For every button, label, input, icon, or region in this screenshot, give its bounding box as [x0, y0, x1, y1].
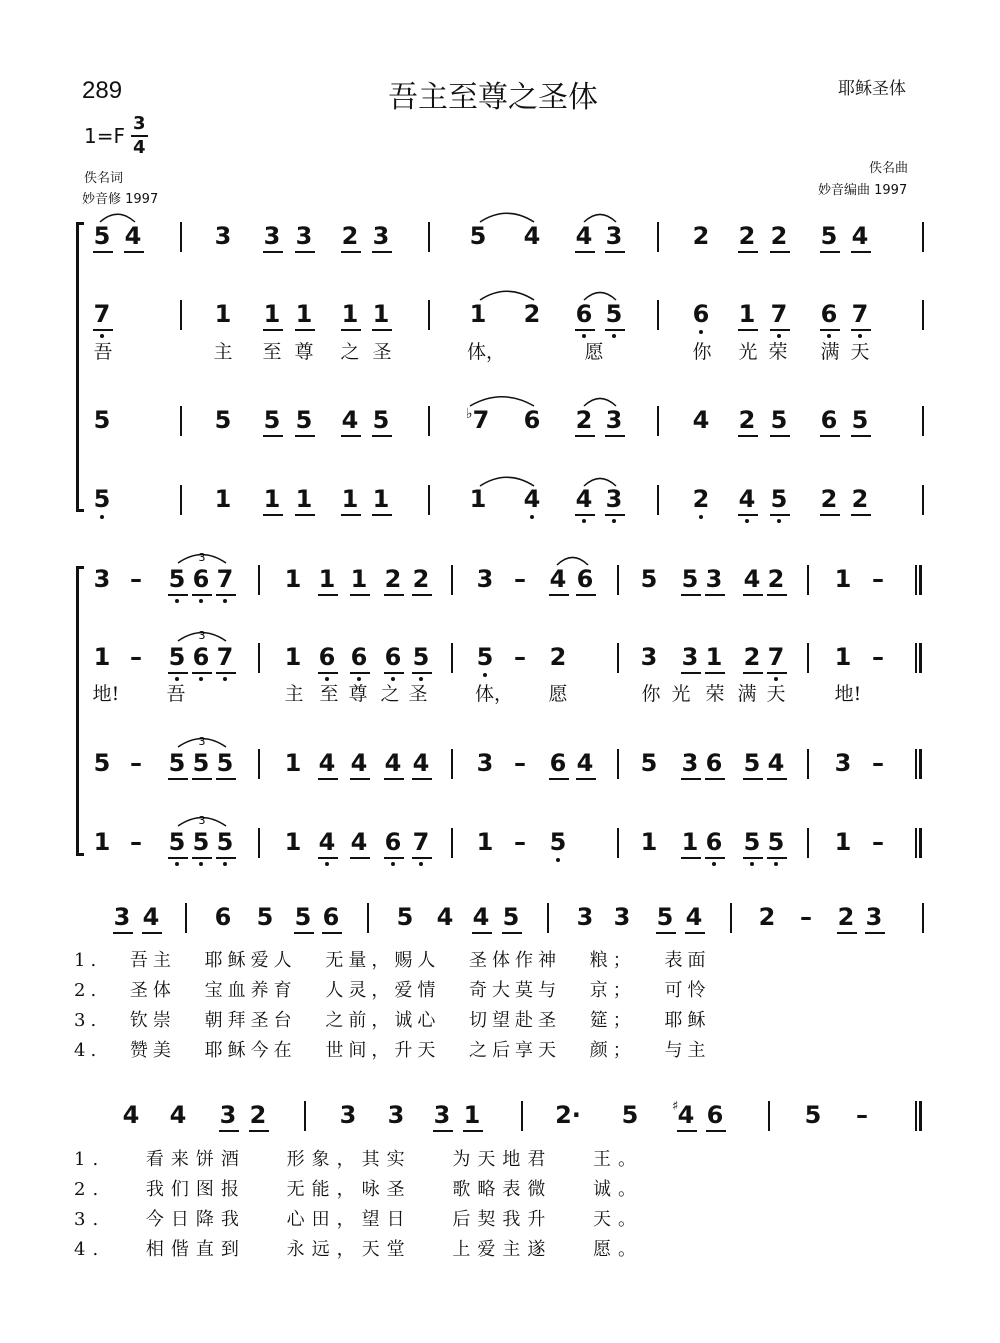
note: 1: [705, 643, 723, 671]
note: 1: [284, 749, 302, 777]
note: 2: [341, 222, 359, 250]
note: 4: [576, 749, 594, 777]
note: 6: [350, 643, 368, 671]
lyric-syllable: 尊: [348, 683, 368, 705]
note: 4: [122, 1101, 140, 1129]
note: 1: [350, 565, 368, 593]
note: 6: [192, 643, 210, 671]
note: 4: [142, 903, 160, 931]
lyricist-credit: 佚名词: [84, 171, 124, 186]
note: –: [856, 1101, 868, 1129]
triplet-mark: 3: [198, 629, 206, 642]
note: 1: [295, 300, 313, 328]
note: 5: [412, 643, 430, 671]
note: 5: [469, 222, 487, 250]
note: 4: [677, 1101, 695, 1129]
note: 3: [605, 406, 623, 434]
note: 5: [168, 828, 186, 856]
lyric-syllable: 圣: [372, 341, 392, 363]
note: 2: [692, 485, 710, 513]
note: 1: [93, 828, 111, 856]
page-title: 吾主至尊之圣体: [388, 80, 598, 115]
note: 5: [168, 749, 186, 777]
note: 5: [743, 828, 761, 856]
note: 6: [384, 643, 402, 671]
lyric-syllable: 满: [737, 683, 757, 705]
note: 6: [692, 300, 710, 328]
note: 2: [767, 565, 785, 593]
note: 4: [575, 222, 593, 250]
note: 4: [743, 565, 761, 593]
note: 2: [384, 565, 402, 593]
note: 5: [372, 406, 390, 434]
note: 4: [523, 485, 541, 513]
lyric-syllable: 至: [319, 683, 339, 705]
note: 2: [549, 643, 567, 671]
note: 4: [350, 749, 368, 777]
note: –: [872, 565, 884, 593]
note: 4: [767, 749, 785, 777]
note: 4: [412, 749, 430, 777]
note: 6: [322, 903, 340, 931]
note: 4: [523, 222, 541, 250]
lyric-syllable: 之: [380, 683, 400, 705]
note: 1: [834, 828, 852, 856]
note: 2: [692, 222, 710, 250]
note: 7: [472, 406, 490, 434]
note: 5: [743, 749, 761, 777]
note: 7: [93, 300, 111, 328]
note: 3: [605, 485, 623, 513]
lyric-syllable: 至: [262, 341, 282, 363]
note: 5: [476, 643, 494, 671]
note: 3: [339, 1101, 357, 1129]
note: 1: [214, 300, 232, 328]
note: 4: [738, 485, 756, 513]
note: 6: [384, 828, 402, 856]
verse-line: 2. 我们图报 无能，咏圣 歌略表微 诚。: [74, 1179, 644, 1200]
note: 5: [294, 903, 312, 931]
note: 1: [284, 643, 302, 671]
note: 4: [436, 903, 454, 931]
flat-sign: ♭: [466, 406, 473, 422]
note: –: [800, 903, 812, 931]
note: –: [514, 749, 526, 777]
note: 1: [263, 300, 281, 328]
note: 1: [93, 643, 111, 671]
slur: [584, 398, 616, 406]
note: 4: [350, 828, 368, 856]
note: 5: [804, 1101, 822, 1129]
note: 1: [284, 828, 302, 856]
note: 4: [318, 828, 336, 856]
lyric-syllable: 愿: [548, 683, 568, 705]
note: 3: [705, 565, 723, 593]
lyric-syllable: 荣: [768, 341, 788, 363]
triplet-mark: 3: [198, 814, 206, 827]
note: 6: [706, 1101, 724, 1129]
triplet-mark: 3: [198, 735, 206, 748]
category-label: 耶稣圣体: [838, 79, 906, 99]
note: 2: [738, 222, 756, 250]
note: 4: [124, 222, 142, 250]
note: 1: [372, 485, 390, 513]
note: 6: [214, 903, 232, 931]
note: 1: [372, 300, 390, 328]
note: 4: [169, 1101, 187, 1129]
note: 2: [523, 300, 541, 328]
lyric-syllable: 吾: [93, 341, 113, 363]
time-signature-bottom: 4: [133, 137, 146, 158]
note: 5: [770, 485, 788, 513]
note: 1: [738, 300, 756, 328]
verse-line: 4. 赞美 耶稣今在 世间，升天 之后享天 颜； 与主: [74, 1040, 711, 1061]
lyric-revision-credit: 妙音修 1997: [82, 192, 159, 207]
note: 7: [412, 828, 430, 856]
note: 4: [575, 485, 593, 513]
note: 1: [341, 300, 359, 328]
note: 6: [820, 300, 838, 328]
note: 6: [523, 406, 541, 434]
note: –: [872, 643, 884, 671]
note: 2: [738, 406, 756, 434]
verse-line: 1. 吾主 耶稣爱人 无量，赐人 圣体作神 粮； 表面: [74, 950, 711, 971]
verse-line: 2. 圣体 宝血养育 人灵，爱情 奇大莫与 京； 可怜: [74, 980, 711, 1001]
note: 6: [318, 643, 336, 671]
verse-line: 3. 钦崇 朝拜圣台 之前，诚心 切望赴圣 筵； 耶稣: [74, 1010, 711, 1031]
note: 7: [851, 300, 869, 328]
note: 2·: [555, 1101, 581, 1129]
note: –: [514, 828, 526, 856]
time-signature-top: 3: [133, 113, 146, 134]
slur: [480, 213, 534, 222]
note: 1: [263, 485, 281, 513]
composer-credit: 佚名曲: [869, 161, 909, 176]
note: 5: [820, 222, 838, 250]
note: 4: [851, 222, 869, 250]
note: 4: [472, 903, 490, 931]
note: 7: [767, 643, 785, 671]
note: 3: [113, 903, 131, 931]
lyric-syllable: 体，: [466, 341, 506, 363]
note: 3: [613, 903, 631, 931]
note: 3: [605, 222, 623, 250]
note: 1: [681, 828, 699, 856]
note: 5: [168, 565, 186, 593]
note: 7: [216, 643, 234, 671]
note: 1: [463, 1101, 481, 1129]
lyric-syllable: 之: [340, 341, 360, 363]
note: 1: [295, 485, 313, 513]
lyric-syllable: 你: [692, 341, 712, 363]
lyric-syllable: 主: [213, 341, 233, 363]
slur: [100, 214, 135, 222]
note: 5: [93, 222, 111, 250]
note: 5: [656, 903, 674, 931]
note: 2: [412, 565, 430, 593]
note: 5: [681, 565, 699, 593]
note: 5: [168, 643, 186, 671]
note: 2: [743, 643, 761, 671]
slur: [470, 397, 534, 406]
note: 2: [758, 903, 776, 931]
lyric-syllable: 主: [284, 683, 304, 705]
note: 2: [837, 903, 855, 931]
note: 6: [705, 749, 723, 777]
note: –: [872, 828, 884, 856]
note: 5: [621, 1101, 639, 1129]
note: 2: [851, 485, 869, 513]
note: 5: [214, 406, 232, 434]
verse-line: 4. 相偕直到 永远，天堂 上爱主遂 愿。: [74, 1239, 644, 1260]
hymn-number: 289: [82, 77, 123, 104]
note: 4: [692, 406, 710, 434]
note: 3: [219, 1101, 237, 1129]
note: 4: [318, 749, 336, 777]
note: 7: [216, 565, 234, 593]
note: 4: [341, 406, 359, 434]
note: –: [514, 643, 526, 671]
note: 6: [820, 406, 838, 434]
note: 1: [469, 300, 487, 328]
note: 2: [770, 222, 788, 250]
note: 2: [575, 406, 593, 434]
note: 1: [476, 828, 494, 856]
note: 1: [284, 565, 302, 593]
lyric-syllable: 体，: [474, 683, 514, 705]
lyric-syllable: 吾: [166, 683, 186, 705]
note: 7: [770, 300, 788, 328]
note: 4: [549, 565, 567, 593]
note: 5: [192, 749, 210, 777]
note: 5: [605, 300, 623, 328]
note: 3: [214, 222, 232, 250]
note: –: [514, 565, 526, 593]
note: 6: [549, 749, 567, 777]
note: 3: [93, 565, 111, 593]
note: 1: [834, 643, 852, 671]
note: –: [130, 749, 142, 777]
lyric-syllable: 荣: [705, 683, 725, 705]
triplet-mark: 3: [198, 551, 206, 564]
note: 5: [256, 903, 274, 931]
note: 2: [820, 485, 838, 513]
note: 3: [295, 222, 313, 250]
note: 5: [263, 406, 281, 434]
note: 6: [705, 828, 723, 856]
sharp-sign: ♯: [672, 1099, 679, 1114]
slur: [480, 477, 534, 486]
note: –: [130, 565, 142, 593]
lyric-syllable: 天: [850, 341, 870, 363]
note: 1: [834, 565, 852, 593]
verse-line: 1. 看来饼酒 形象，其实 为天地君 王。: [74, 1149, 644, 1170]
lyric-syllable: 你: [641, 683, 661, 705]
note: 5: [767, 828, 785, 856]
note: 5: [216, 749, 234, 777]
note: 5: [93, 749, 111, 777]
lyric-syllable: 圣: [408, 683, 428, 705]
note: 3: [263, 222, 281, 250]
key-signature: 1=F: [84, 124, 125, 148]
note: 6: [575, 300, 593, 328]
lyric-syllable: 天: [766, 683, 786, 705]
lyric-syllable: 尊: [294, 341, 314, 363]
note: 2: [249, 1101, 267, 1129]
note: 5: [93, 406, 111, 434]
note: 5: [640, 565, 658, 593]
note: 5: [295, 406, 313, 434]
note: 1: [341, 485, 359, 513]
note: 3: [681, 643, 699, 671]
lyric-syllable: 地!: [92, 683, 120, 705]
note: 3: [372, 222, 390, 250]
note: 5: [640, 749, 658, 777]
arrangement-credit: 妙音编曲 1997: [818, 183, 908, 198]
lyric-syllable: 光: [671, 683, 691, 705]
note: 5: [396, 903, 414, 931]
note: 5: [770, 406, 788, 434]
note: 3: [387, 1101, 405, 1129]
lyric-syllable: 愿: [584, 341, 604, 363]
note: 5: [851, 406, 869, 434]
note: 5: [502, 903, 520, 931]
verse-line: 3. 今日降我 心田，望日 后契我升 天。: [74, 1209, 644, 1230]
slur: [584, 478, 616, 486]
note: 3: [834, 749, 852, 777]
note: 1: [469, 485, 487, 513]
note: 3: [681, 749, 699, 777]
note: 3: [640, 643, 658, 671]
slur: [557, 557, 588, 565]
note: 1: [640, 828, 658, 856]
note: 5: [192, 828, 210, 856]
slur: [584, 292, 616, 300]
note: 5: [549, 828, 567, 856]
note: –: [130, 643, 142, 671]
note: –: [872, 749, 884, 777]
note: 4: [384, 749, 402, 777]
note: 3: [476, 565, 494, 593]
lyric-syllable: 光: [738, 341, 758, 363]
note: 3: [576, 903, 594, 931]
note: 3: [865, 903, 883, 931]
slur: [480, 291, 534, 300]
note: 6: [576, 565, 594, 593]
lyric-syllable: 地!: [834, 683, 862, 705]
slur: [584, 214, 616, 222]
note: –: [130, 828, 142, 856]
note: 5: [93, 485, 111, 513]
note: 5: [216, 828, 234, 856]
note: 4: [685, 903, 703, 931]
note: 6: [192, 565, 210, 593]
note: 1: [318, 565, 336, 593]
note: 3: [433, 1101, 451, 1129]
lyric-syllable: 满: [820, 341, 840, 363]
note: 3: [476, 749, 494, 777]
note: 1: [214, 485, 232, 513]
